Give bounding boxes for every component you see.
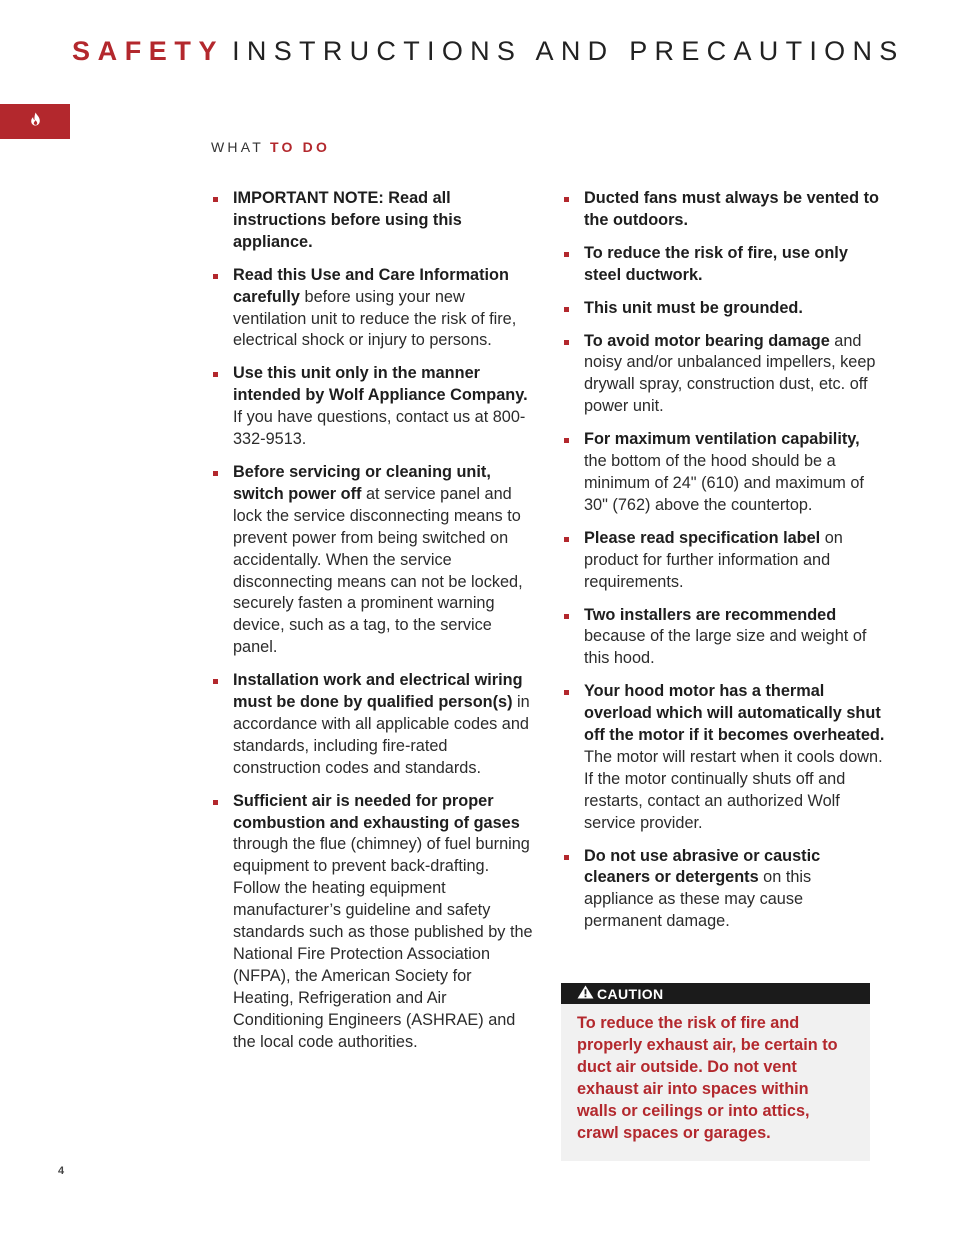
- list-item: [212, 791, 534, 1054]
- caution-text: To reduce the risk of fire and properly exhaust air, be certain to duct air outside. Do not vent exhaust air into spaces within walls or ceilings or into attics, crawl spaces or garages.: [577, 1014, 838, 1142]
- list-item: [563, 188, 885, 232]
- page-title-rest: INSTRUCTIONS AND PRECAUTIONS: [232, 36, 905, 66]
- right-column-list: [563, 188, 885, 944]
- bullet-square-icon: [213, 679, 218, 684]
- caution-label: CAUTION: [597, 985, 664, 1002]
- item-text: The motor will restart when it cools down. If the motor continually shuts off and restarts, contact an authorized Wolf service provider.: [584, 747, 883, 832]
- list-item: [563, 605, 885, 671]
- item-text: in accordance with all applicable codes and standards, including fire-rated construction codes and standards.: [233, 693, 530, 777]
- section-heading-accent: TO DO: [269, 139, 331, 155]
- item-text: before using your new ventilation unit to reduce the risk of fire, electrical shock or injury to persons.: [233, 287, 517, 350]
- left-column-list: [212, 188, 534, 1065]
- list-item: [212, 462, 534, 659]
- list-item: [212, 188, 534, 254]
- bullet-square-icon: [564, 614, 569, 619]
- item-bold-text: To reduce the risk of fire, use only steel ductwork.: [584, 243, 848, 284]
- item-bold-text: Sufficient air is needed for proper combustion and exhausting of gases: [233, 791, 520, 832]
- bullet-square-icon: [564, 690, 569, 695]
- page-title-accent: SAFETY: [72, 36, 225, 66]
- bullet-square-icon: [564, 855, 569, 860]
- bullet-square-icon: [564, 197, 569, 202]
- item-text: at service panel and lock the service disconnecting means to prevent power from being switched on accidentally. When the service disconnecting means can not be locked, securely fasten a prominent warning device, such as a tag, to the service panel.: [233, 484, 523, 657]
- item-text: and noisy and/or unbalanced impellers, keep drywall spray, construction dust, etc. off power unit.: [584, 331, 876, 416]
- page-number: 4: [58, 1165, 65, 1177]
- item-bold-text: This unit must be grounded.: [584, 298, 803, 317]
- section-heading-plain: WHAT: [211, 139, 264, 155]
- caution-box: [561, 983, 870, 1161]
- list-item: [212, 363, 534, 451]
- item-bold-text: For maximum ventilation capability,: [584, 430, 860, 449]
- list-item: [563, 243, 885, 287]
- section-heading: [211, 139, 330, 155]
- bullet-square-icon: [213, 372, 218, 377]
- caution-header: [561, 983, 870, 1004]
- list-item: [563, 681, 885, 834]
- flame-icon: [30, 112, 41, 131]
- page-title: [72, 36, 905, 67]
- bullet-square-icon: [564, 537, 569, 542]
- list-item: [563, 331, 885, 419]
- bullet-square-icon: [213, 471, 218, 476]
- item-bold-text: Your hood motor has a thermal overload which will automatically shut off the motor if it becomes overheated.: [584, 682, 885, 745]
- item-bold-text: Installation work and electrical wiring must be done by qualified person(s): [233, 671, 523, 712]
- section-tab: [0, 104, 70, 139]
- item-bold-text: IMPORTANT NOTE: Read all instructions before using this appliance.: [233, 189, 462, 251]
- bullet-square-icon: [213, 197, 218, 202]
- list-item: [212, 265, 534, 353]
- item-text: the bottom of the hood should be a minimum of 24" (610) and maximum of 30" (762) above the countertop.: [584, 452, 864, 514]
- item-bold-text: Read this Use and Care Information carefully: [233, 265, 509, 306]
- bullet-square-icon: [564, 307, 569, 312]
- item-bold-text: Do not use abrasive or caustic cleaners or detergents: [584, 846, 821, 887]
- bullet-square-icon: [564, 438, 569, 443]
- warning-triangle-icon: [577, 985, 597, 1002]
- item-bold-text: Before servicing or cleaning unit, switch power off: [233, 462, 491, 503]
- item-bold-text: To avoid motor bearing damage: [584, 331, 830, 350]
- bullet-square-icon: [213, 800, 218, 805]
- item-text: because of the large size and weight of this hood.: [584, 627, 867, 668]
- item-text: on this appliance as these may cause permanent damage.: [584, 868, 812, 931]
- bullet-square-icon: [564, 340, 569, 345]
- list-item: [563, 846, 885, 934]
- item-bold-text: Use this unit only in the manner intended by Wolf Appliance Company.: [233, 364, 528, 405]
- item-bold-text: Ducted fans must always be vented to the outdoors.: [584, 189, 879, 229]
- item-text: through the flue (chimney) of fuel burning equipment to prevent back-drafting. Follow the heating equipment manufacturer’s guideline and safety standards such as those published by the National Fire Protection Association (NFPA), the American Society for Heating, Refrigeration and Air Conditioning Engineers (ASHRAE) and the local code authorities.: [233, 835, 533, 1051]
- list-item: [563, 429, 885, 517]
- item-text: If you have questions, contact us at 800-332-9513.: [233, 408, 526, 449]
- item-bold-text: Two installers are recommended: [584, 605, 837, 624]
- item-text: on product for further information and requirements.: [584, 528, 843, 591]
- item-bold-text: Please read specification label: [584, 528, 821, 547]
- list-item: [563, 528, 885, 594]
- list-item: [563, 298, 885, 320]
- bullet-square-icon: [213, 274, 218, 279]
- list-item: [212, 670, 534, 780]
- bullet-square-icon: [564, 252, 569, 257]
